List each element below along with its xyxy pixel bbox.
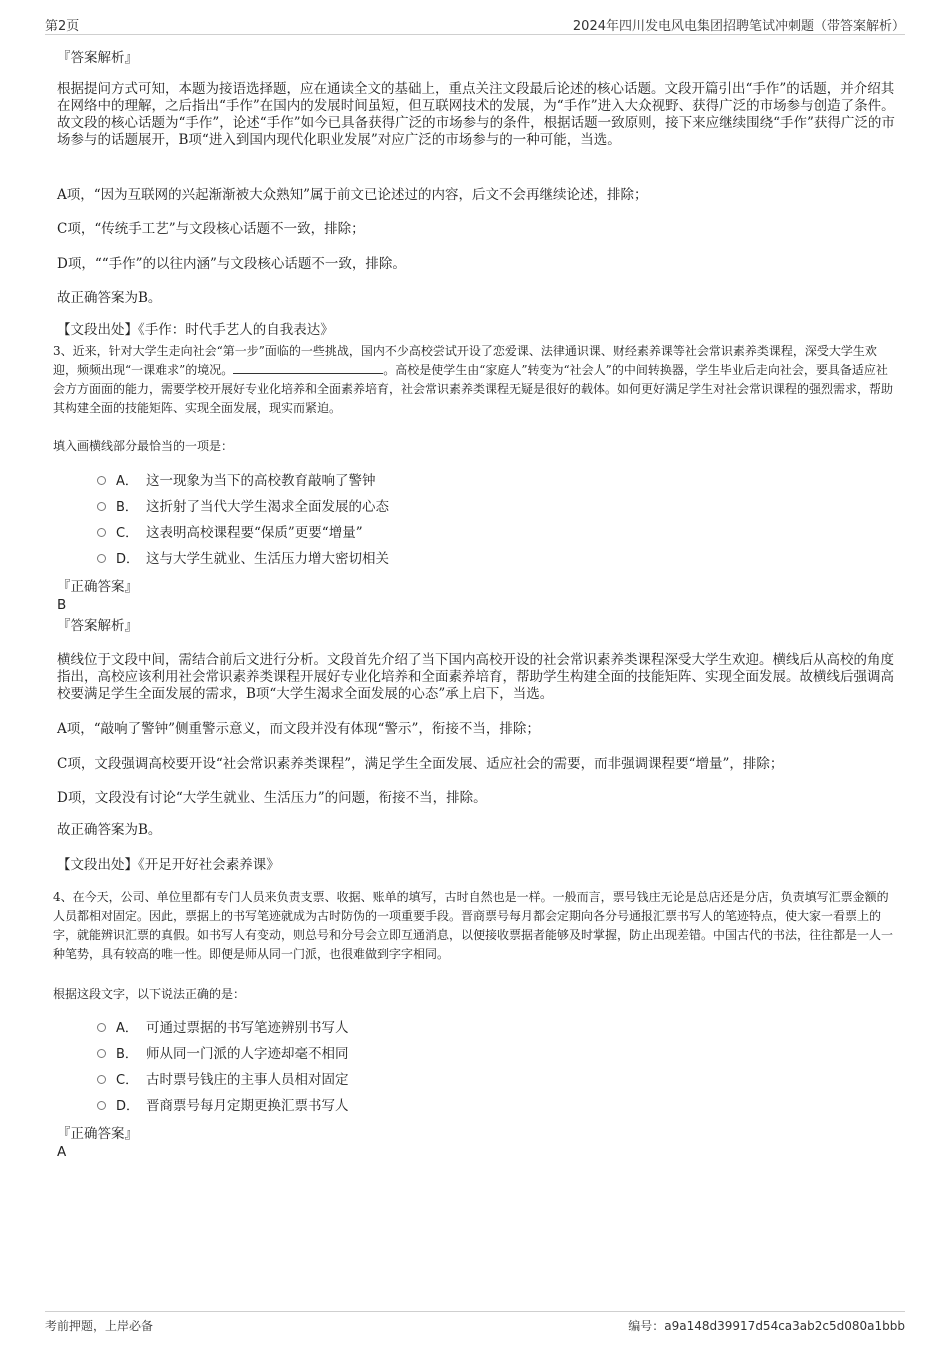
radio-icon[interactable] <box>97 1101 106 1110</box>
q3-fill-blank <box>233 361 383 374</box>
footer-slogan: 考前押题，上岸必备 <box>45 1319 154 1333</box>
q2-source: 【文段出处】《手作：时代手艺人的自我表达》 <box>57 322 334 338</box>
page-number: 第2页 <box>45 19 80 34</box>
q3-prompt: 填入画横线部分最恰当的一项是： <box>53 439 234 453</box>
q4-option-c[interactable]: C． 古时票号钱庄的主事人员相对固定 <box>97 1070 349 1090</box>
page-header <box>45 12 905 35</box>
radio-icon[interactable] <box>97 528 106 537</box>
document-id: 编号：a9a148d39917d54ca3ab2c5d080a1bbb <box>628 1319 905 1333</box>
q2-analysis-text: 根据提问方式可知，本题为接语选择题，应在通读全文的基础上，重点关注文段最后论述的核心话题。文段开篇引出“手作”的话题，并介绍其在网络中的理解，之后指出“手作”在国内的发展时间虽短，但互联网技术的发展，为“手作”进入大众视野、获得广泛的市场参与创造了条件。故文段的核心话题为“手作”，论述“手作”如今已具备获得广泛的市场参与的条件，根据话题一致原则，接下来应继续围绕“手作”获得广泛的市场参与的话题展开，B项“进入到国内现代化职业发展”对应广泛的市场参与的一种可能，当选。 <box>57 81 895 148</box>
q4-correct-label: 『正确答案』 <box>57 1126 138 1142</box>
q3-option-a[interactable]: A． 这一现象为当下的高校教育敲响了警钟 <box>97 471 376 491</box>
page-footer <box>45 1311 905 1336</box>
radio-icon[interactable] <box>97 502 106 511</box>
q3-option-b[interactable]: B． 这折射了当代大学生渴求全面发展的心态 <box>97 497 389 517</box>
radio-icon[interactable] <box>97 1075 106 1084</box>
radio-icon[interactable] <box>97 476 106 485</box>
q3-stem <box>53 342 895 418</box>
q3-option-c[interactable]: C． 这表明高校课程要“保质”更要“增量” <box>97 523 363 543</box>
q3-analysis-label: 『答案解析』 <box>57 618 138 634</box>
q3-stem-after: 。高校是使学生由“家庭人”转变为“社会人”的中间转换器，学生毕业后走向社会，要具备适应社会方方面面的能力，需要学校开展好专业化培养和全面素养培育，社会常识素养类课程无疑是很好的载体。如何更好满足学生对社会常识课程的强烈需求，帮助其构建全面的技能矩阵、实现全面发展，现实而紧迫。 <box>53 363 894 415</box>
q3-option-d-explain: D项，文段没有讨论“大学生就业、生活压力”的问题，衔接不当，排除。 <box>57 790 487 806</box>
q3-correct-answer: B <box>57 597 67 613</box>
q3-option-c-explain: C项，文段强调高校要开设“社会常识素养类课程”，满足学生全面发展、适应社会的需要，而非强调课程要“增量”，排除； <box>57 756 784 772</box>
q2-option-a-explain: A项，“因为互联网的兴起渐渐被大众熟知”属于前文已论述过的内容，后文不会再继续论述，排除； <box>57 187 648 203</box>
q2-option-c-explain: C项，“传统手工艺”与文段核心话题不一致，排除； <box>57 221 365 237</box>
q3-option-d[interactable]: D． 这与大学生就业、生活压力增大密切相关 <box>97 549 389 569</box>
q2-analysis-label: 『答案解析』 <box>57 50 138 66</box>
q3-stem-before: 3、近来，针对大学生走向社会“第一步”面临的一些挑战，国内不少高校尝试开设了恋爱课、法律通识课、财经素养课等社会常识素养类课程，深受大学生欢迎，频频出现“一课难求”的境况。 <box>53 344 877 377</box>
q3-conclusion: 故正确答案为B。 <box>57 822 162 838</box>
q3-analysis-text: 横线位于文段中间，需结合前后文进行分析。文段首先介绍了当下国内高校开设的社会常识素养类课程深受大学生欢迎。横线后从高校的角度指出，高校应该利用社会常识素养类课程开展好专业化培养和全面素养培育，帮助学生构建全面的技能矩阵、实现全面发展。故横线后强调高校要满足学生全面发展的需求，B项“大学生渴求全面发展的心态”承上启下，当选。 <box>57 652 894 702</box>
q4-option-b[interactable]: B． 师从同一门派的人字迹却毫不相同 <box>97 1044 349 1064</box>
q4-option-d[interactable]: D． 晋商票号每月定期更换汇票书写人 <box>97 1096 349 1116</box>
document-title: 2024年四川发电风电集团招聘笔试冲刺题（带答案解析） <box>572 19 905 34</box>
radio-icon[interactable] <box>97 1023 106 1032</box>
q3-source: 【文段出处】《开足开好社会素养课》 <box>57 857 280 873</box>
q3-option-a-explain: A项，“敲响了警钟”侧重警示意义，而文段并没有体现“警示”，衔接不当，排除； <box>57 721 540 737</box>
q4-stem: 4、在今天，公司、单位里都有专门人员来负责支票、收据、账单的填写，古时自然也是一样。一般而言，票号钱庄无论是总店还是分店，负责填写汇票金额的人员都相对固定。因此，票据上的书写笔迹就成为古时防伪的一项重要手段。晋商票号每月都会定期向各分号通报汇票书写人的笔迹特点，使大家一看票上的字，就能辨识汇票的真假。如书写人有变动，则总号和分号会立即互通消息，以便接收票据者能够及时掌握，防止出现差错。中国古代的书法，往往都是一人一种笔势，具有较高的唯一性。即便是师从同一门派，也很难做到字字相同。 <box>53 890 894 961</box>
radio-icon[interactable] <box>97 1049 106 1058</box>
q2-option-d-explain: D项，““手作”的以往内涵”与文段核心话题不一致，排除。 <box>57 256 406 272</box>
q3-correct-label: 『正确答案』 <box>57 579 138 595</box>
q4-correct-answer: A <box>57 1144 67 1160</box>
q4-prompt: 根据这段文字，以下说法正确的是： <box>53 987 246 1001</box>
q2-conclusion: 故正确答案为B。 <box>57 290 162 306</box>
q4-option-a[interactable]: A． 可通过票据的书写笔迹辨别书写人 <box>97 1018 349 1038</box>
radio-icon[interactable] <box>97 554 106 563</box>
